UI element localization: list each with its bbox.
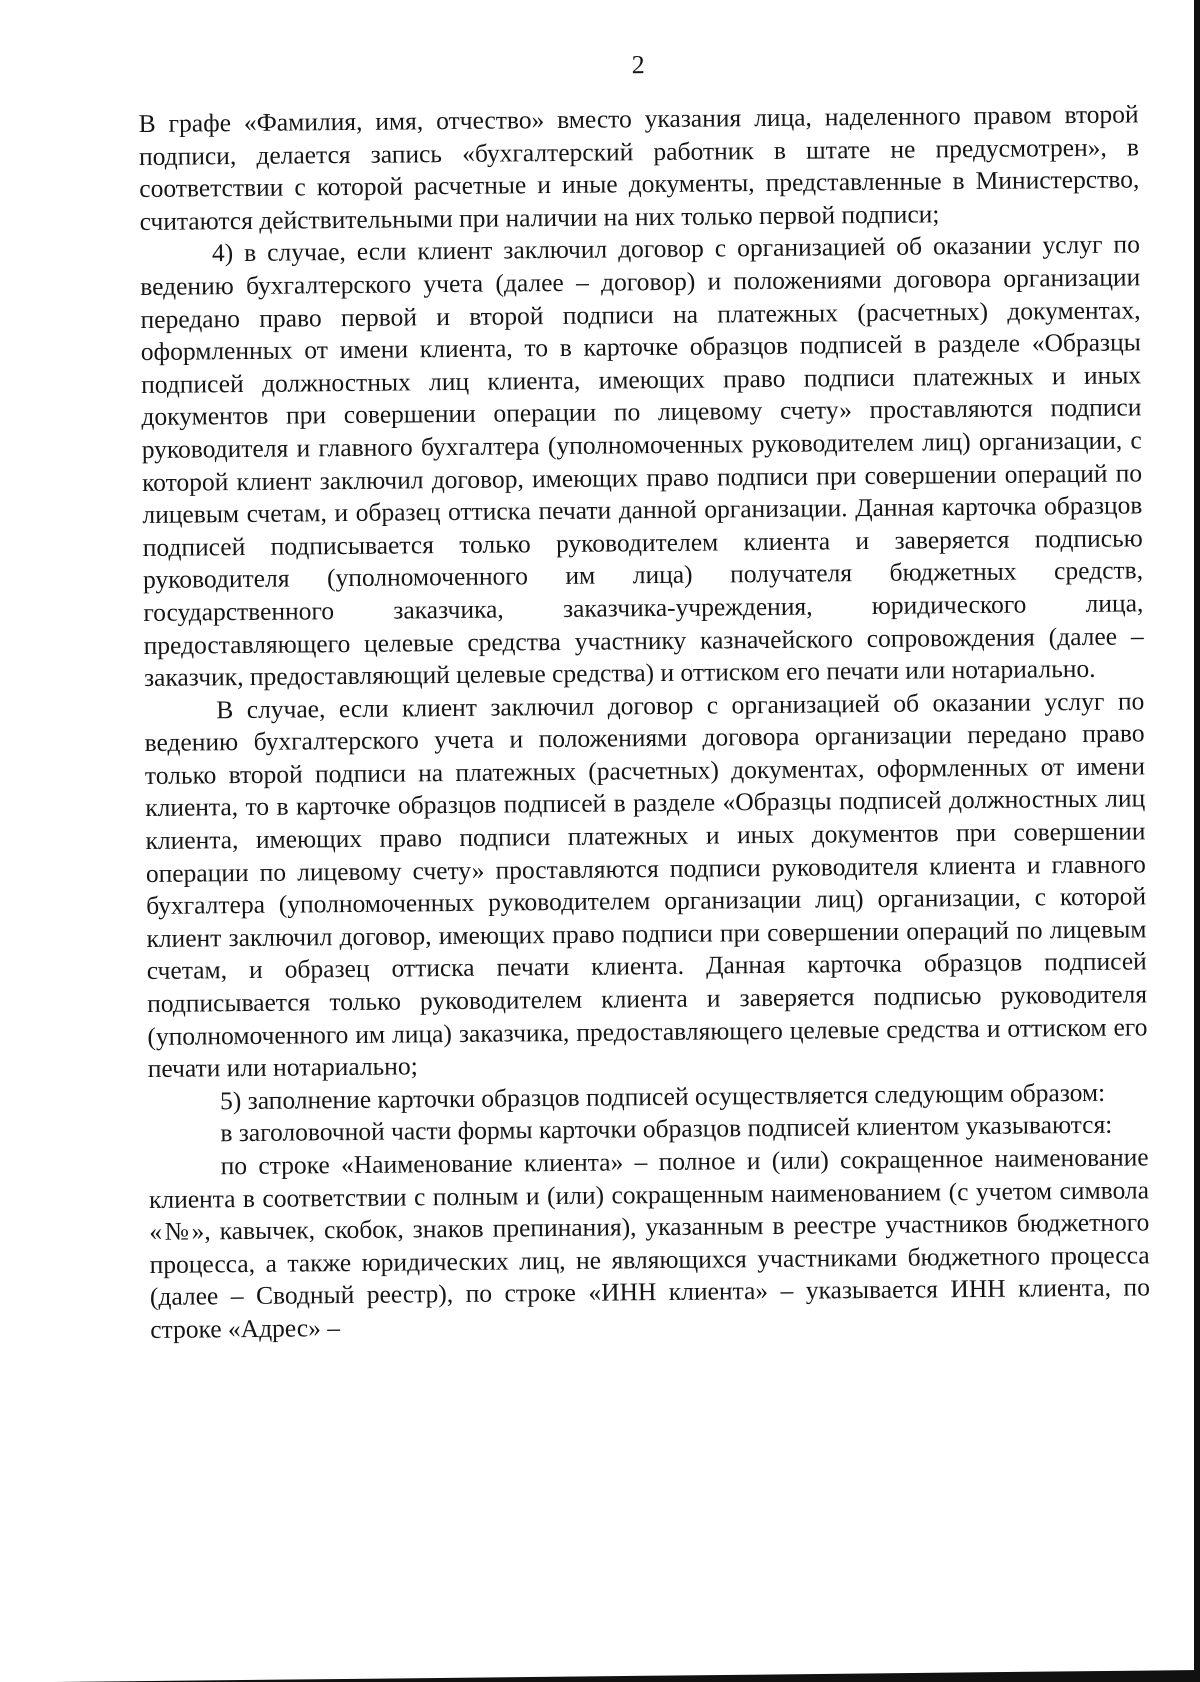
paragraph-item-4-second-case: В случае, если клиент заключил договор с организацией об оказании услуг по ведению бухгалтерского учета и положениями договора организации передано право только второй подписи на платежных (расчетных) документах, оформленных от имени клиента, то в карточке образцов подписей в разделе «Образцы подписей должностных лиц клиента, имеющих право подписи платежных и иных документов при совершении операции по лицевому счету» проставляются подписи руководителя клиента и главного бухгалтера (уполномоченных руководителем организации лиц) организации, с которой клиент заключил договор, имеющих право подписи при совершении операций по лицевым счетам, и образец оттиска печати клиента. Данная карточка образцов подписей подписывается только руководителем клиента и заверяется подписью руководителя (уполномоченного им лица) заказчика, предоставляющего целевые средства и оттиском его печати или нотариально; (144, 686, 1148, 1084)
scan-shadow-right (1194, 0, 1200, 1682)
paragraph-client-name-line: по строке «Наименование клиента» – полное и (или) сокращенное наименование клиента в соответствии с полным и (или) сокращенным наименованием (с учетом символа «№», кавычек, скобок, знаков препинания), указанным в реестре участников бюджетного процесса, а также юридических лиц, не являющихся участниками бюджетного процесса (далее – Сводный реестр), по строке «ИНН клиента» – указывается ИНН клиента, по строке «Адрес» – (148, 1142, 1151, 1344)
paragraph-header-part: в заголовочной части формы карточки образцов подписей клиентом указываются: (220, 1110, 1113, 1148)
page-number: 2 (631, 50, 645, 80)
paragraph-item-5: 5) заполнение карточки образцов подписей осуществляется следующим образом: (219, 1077, 1106, 1116)
document-body (138, 44, 1150, 1346)
paragraph-second-signature-note: В графе «Фамилия, имя, отчество» вместо указания лица, наделенного правом второй подписи, делается запись «бухгалтерский работник в штате не предусмотрен», в соответствии с которой расчетные и иные документы, представленные в Министерство, считаются действительными при наличии на них только первой подписи; (138, 99, 1140, 236)
paragraph-item-4: 4) в случае, если клиент заключил договор с организацией об оказании услуг по ведению бухгалтерского учета (далее – договор) и положениями договора организации передано право первой и второй подписи на платежных (расчетных) документах, оформленных от имени клиента, то в карточке образцов подписей в разделе «Образцы подписей должностных лиц клиента, имеющих право подписи платежных и иных документов при совершении операции по лицевому счету» проставляются подписи руководителя и главного бухгалтера (уполномоченных руководителем лиц) организации, с которой клиент заключил договор, имеющих право подписи при совершении операций по лицевым счетам, и образец оттиска печати данной организации. Данная карточка образцов подписей подписывается только руководителем клиента и заверяется подписью руководителя (уполномоченного им лица) получателя бюджетных средств, государственного заказчика, заказчика-учреждения, юридического лица, предоставляющего целевые средства участнику казначейского сопровождения (далее – заказчик, предоставляющий целевые средства) и оттиском его печати или нотариально. (140, 229, 1144, 693)
scan-shadow-bottom (0, 1670, 1200, 1682)
